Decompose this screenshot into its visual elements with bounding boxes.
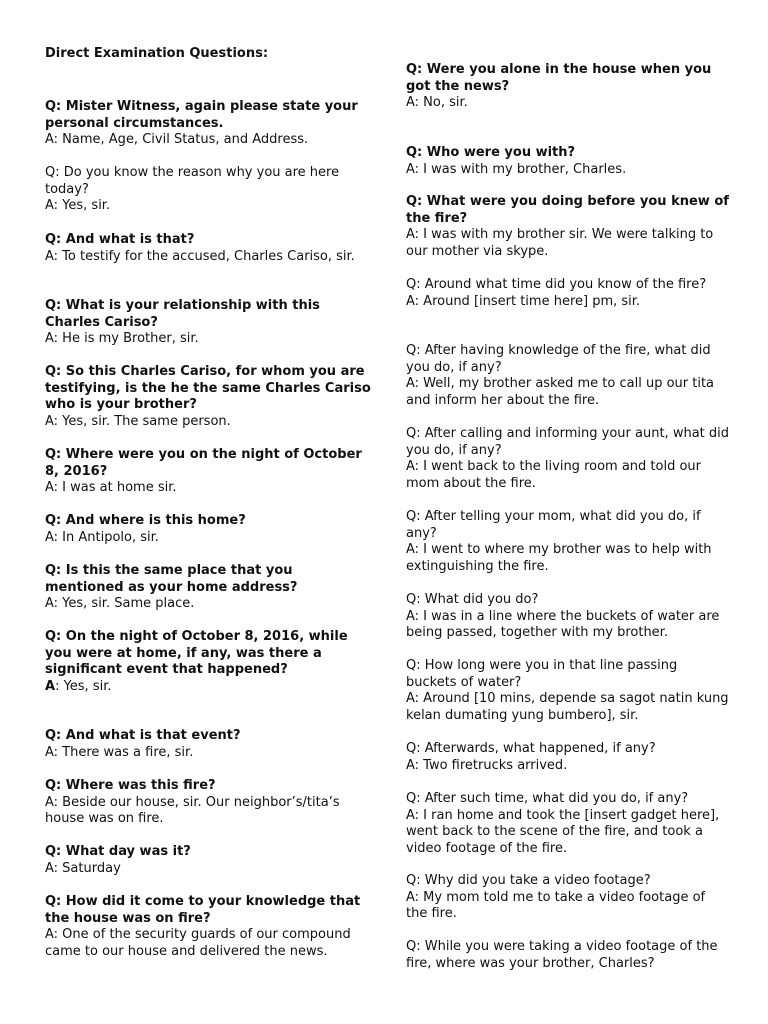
qa-item <box>406 62 730 112</box>
question: Q: After telling your mom, what did you do, if any? <box>406 509 701 541</box>
qa-item <box>406 791 730 857</box>
question: Q: After having knowledge of the fire, what did you do, if any? <box>406 343 711 375</box>
question: Q: Around what time did you know of the fire? <box>406 277 707 292</box>
answer: A: One of the security guards of our compound came to our house and delivered the news. <box>45 927 351 959</box>
qa-item <box>406 873 730 923</box>
qa-item <box>45 844 375 877</box>
question: Q: Were you alone in the house when you got the news? <box>406 62 712 94</box>
question: Q: Mister Witness, again please state your personal circumstances. <box>45 99 358 131</box>
question: Q: What did you do? <box>406 592 539 607</box>
question: Q: And what is that? <box>45 232 195 247</box>
qa-item <box>406 426 730 492</box>
qa-item <box>45 629 375 695</box>
question: Q: Do you know the reason why you are here today? <box>45 165 340 197</box>
question: Q: What day was it? <box>45 844 191 859</box>
question: Q: Where was this fire? <box>45 778 216 793</box>
question: Q: Afterwards, what happened, if any? <box>406 741 656 756</box>
answer: A: Yes, sir. <box>45 198 111 214</box>
question: Q: Where were you on the night of October 8, 2016? <box>45 447 362 479</box>
question: Q: While you were taking a video footage of the fire, where was your brother, Charles? <box>406 939 718 971</box>
qa-item <box>406 741 730 774</box>
answer: A: I went to where my brother was to help with extinguishing the fire. <box>406 542 712 574</box>
question: Q: After calling and informing your aunt, what did you do, if any? <box>406 426 730 458</box>
qa-item <box>45 165 375 215</box>
answer: A: Beside our house, sir. Our neighbor’s/tita’s house was on fire. <box>45 794 340 827</box>
question: Q: How long were you in that line passing buckets of water? <box>406 658 678 690</box>
question: Q: And where is this home? <box>45 513 246 528</box>
answer: A: My mom told me to take a video footage of the fire. <box>406 889 706 922</box>
qa-item <box>406 194 730 260</box>
qa-item <box>45 778 375 828</box>
qa-item <box>406 277 730 310</box>
answer: A: He is my Brother, sir. <box>45 331 199 347</box>
answer: A: I was with my brother, Charles. <box>406 161 627 177</box>
qa-item <box>406 592 730 642</box>
question: Q: And what is that event? <box>45 728 241 743</box>
answer: A: Name, Age, Civil Status, and Address. <box>45 132 309 148</box>
answer: A: To testify for the accused, Charles Cariso, sir. <box>45 248 355 264</box>
question: Q: What is your relationship with this Charles Cariso? <box>45 298 320 330</box>
qa-item <box>406 509 730 575</box>
answer: A: I ran home and took the [insert gadget here], went back to the scene of the fire, and took a video footage of the fire. <box>406 807 720 856</box>
qa-item <box>406 939 730 972</box>
answer: A: Saturday <box>45 860 121 876</box>
answer <box>45 679 375 696</box>
question: Q: Is this the same place that you mentioned as your home address? <box>45 563 298 595</box>
answer: A: Around [10 mins, depende sa sagot natin kung kelan dumating yung bumbero], sir. <box>406 691 729 723</box>
qa-item <box>45 563 375 613</box>
qa-item <box>45 99 375 149</box>
qa-item <box>406 658 730 724</box>
answer: A: There was a fire, sir. <box>45 744 194 760</box>
qa-item <box>45 364 375 430</box>
qa-item <box>406 343 730 409</box>
question: Q: On the night of October 8, 2016, while you were at home, if any, was there a significant event that happened? <box>45 629 348 678</box>
answer: A: Yes, sir. The same person. <box>45 413 231 429</box>
answer: A: Well, my brother asked me to call up our tita and inform her about the fire. <box>406 376 715 408</box>
question: Q: Why did you take a video footage? <box>406 873 651 888</box>
question: Q: How did it come to your knowledge that the house was on fire? <box>45 894 361 926</box>
answer-label: A <box>45 678 56 694</box>
answer: A: Two firetrucks arrived. <box>406 757 568 773</box>
qa-item <box>45 232 375 265</box>
answer: A: No, sir. <box>406 95 468 111</box>
qa-item <box>45 728 375 761</box>
qa-item <box>45 513 375 546</box>
question: Q: Who were you with? <box>406 145 576 160</box>
answer: A: I was at home sir. <box>45 480 177 496</box>
answer: A: I was in a line where the buckets of water are being passed, together with my brother. <box>406 608 720 641</box>
answer: A: Around [insert time here] pm, sir. <box>406 293 641 309</box>
answer: A: Yes, sir. Same place. <box>45 596 195 612</box>
question: Q: After such time, what did you do, if any? <box>406 791 689 806</box>
qa-item <box>45 894 375 960</box>
qa-item <box>45 447 375 497</box>
question: Q: What were you doing before you knew of the fire? <box>406 194 729 226</box>
answer-text: : Yes, sir. <box>55 678 112 694</box>
qa-item <box>406 145 730 178</box>
question: Q: So this Charles Cariso, for whom you are testifying, is the he the same Charles Cariso who is your brother? <box>45 364 371 413</box>
answer: A: I was with my brother sir. We were talking to our mother via skype. <box>406 227 714 259</box>
answer: A: I went back to the living room and told our mom about the fire. <box>406 459 702 491</box>
qa-item <box>45 298 375 348</box>
answer: A: In Antipolo, sir. <box>45 529 159 545</box>
document-title: Direct Examination Questions: <box>45 46 269 61</box>
